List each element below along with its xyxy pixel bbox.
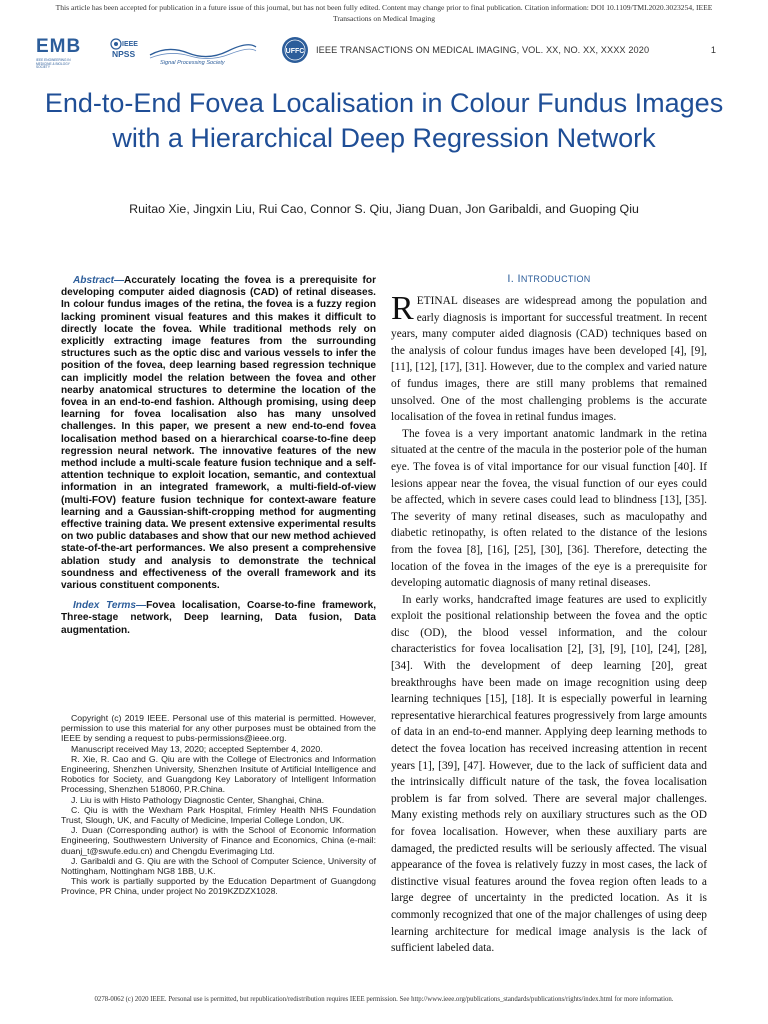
footnote-received: Manuscript received May 13, 2020; accepted September 4, 2020. <box>71 743 323 754</box>
footnote-copyright: Copyright (c) 2019 IEEE. Personal use of this material is permitted. However, permission to use this material for any other purposes must be obtained from the IEEE by sending a request to pubs-permissions@ieee.org. <box>61 713 376 744</box>
footnote-affiliation: J. Liu is with Histo Pathology Diagnostic Center, Shanghai, China. <box>71 794 325 805</box>
section-title-rest: NTRODUCTION <box>520 274 591 284</box>
footnote-affiliation: J. Garibaldi and G. Qiu are with the School of Computer Science, University of Nottingham, Nottingham NG8 1BB, U.K. <box>61 855 376 877</box>
npss-logo-text: NPSS <box>112 49 136 59</box>
paragraph: The fovea is a very important anatomic landmark in the retina situated at the centre of the macula in the posterior pole of the human eye. The fovea is of vital importance for our visual function [40]. If lesions appear near the fovea, the visual function of our eyes could be affected, which in severe cases could lead to blindness [13], [35]. The severity of many retinal diseases, such as maculopathy and diabetic retinopathy, is often related to the distance of the lesions from the fovea [8], [16], [25], [30], [36]. Therefore, detecting the location of the fovea in the images of the eye is a prerequisite for developing automatic diagnosis of many retinal diseases. <box>391 427 707 590</box>
drop-cap: R <box>391 290 414 327</box>
footnote-affiliation: C. Qiu is with the Wexham Park Hospital, Frimley Health NHS Foundation Trust, Slough, UK, and Faculty of Medicine, Imperial College London, UK. <box>61 804 376 826</box>
emb-logo-subtitle: IEEE ENGINEERING IN MEDICINE & BIOLOGY SOCIETY <box>36 58 71 70</box>
paragraph-text: ETINAL diseases are widespread among the population and early diagnosis is important for successful treatment. In recent years, many computer aided diagnosis (CAD) techniques based on the analysis of colour fundus images have been developed [4], [9], [11], [12], [17], [31]. However, due to the complex and varied nature of fundus images, there are still many problems that remained unsolved. One of the most challenging problems is the accurate localisation of the fovea in retinal fundus images. <box>391 295 707 424</box>
uffc-logo <box>280 35 310 65</box>
page-number: 1 <box>710 45 716 55</box>
index-terms: Index Terms—Fovea localisation, Coarse-to-fine framework, Three-stage network, Deep learning, Data fusion, Data augmentation. <box>61 600 376 636</box>
footnotes <box>61 713 376 897</box>
index-terms-label: Index Terms <box>73 600 136 612</box>
copyright-footer: 0278-0062 (c) 2020 IEEE. Personal use is permitted, but republication/redistribution requires IEEE permission. See http://www.ieee.org/publications_standards/publications/rights/index.html for more information. <box>94 996 674 1003</box>
acceptance-notice <box>0 3 768 24</box>
left-column <box>61 275 376 637</box>
abstract-text: Accurately locating the fovea is a prerequisite for developing computer aided diagnosis (CAD) of retinal diseases. In colour fundus images of the retina, the fovea is a fuzzy region lacking prominent visual features and this makes it difficult to directly locate the fovea. While traditional methods rely on explicitly extracting image features from the surrounding structures such as the optic disc and various vessels to infer the position of the fovea, deep learning based regression technique can implicitly model the relation between the fovea and other nearby anatomical structures to determine the location of the fovea in an end-to-end fashion. Although promising, using deep learning for fovea localisation also has many unsolved challenges. In this paper, we present a new end-to-end fovea localisation method based on a hierarchical coarse-to-fine deep regression neural network. The innovative features of the new method include a multi-scale feature fusion technique and a self-attention technique to exploit location, semantic, and contextual information in an integrated framework, a multi-field-of-view (multi-FOV) feature fusion technique for context-aware feature learning and a Gaussian-shift-cropping method for augmenting effective training data. We present extensive experimental results on two public databases and show that our new method achieved state-of-the-art performances. We also present a comprehensive ablation study and analysis to demonstrate the technical soundness and effectiveness of the overall framework and its various constituent components. <box>61 275 376 592</box>
paragraph <box>391 290 707 426</box>
section-heading <box>391 273 707 285</box>
section-title-initial: I <box>517 273 521 285</box>
uffc-logo-text: UFFC <box>285 48 305 55</box>
abstract: Abstract—Accurately locating the fovea is a prerequisite for developing computer aided diagnosis (CAD) of retinal diseases. In colour fundus images of the retina, the fovea is a fuzzy region lacking prominent visual features and this makes it difficult to directly locate the fovea. While traditional methods rely on explicitly extracting image features from the surrounding structures such as the optic disc and various vessels to infer the position of the fovea, deep learning based regression technique can implicitly model the relation between the fovea and other nearby anatomical structures to determine the location of the fovea in an end-to-end fashion. Although promising, using deep learning for fovea localisation also has many unsolved challenges. In this paper, we present a new end-to-end fovea localisation method based on a hierarchical coarse-to-fine deep regression neural network. The innovative features of the new method include a multi-scale feature fusion technique and a self-attention technique to exploit location, semantic, and contextual information in an integrated framework, a multi-field-of-view (multi-FOV) feature fusion technique for context-aware feature learning and a Gaussian-shift-cropping method for augmenting effective training data. We present extensive experimental results on two public databases and show that our new method achieved state-of-the-art performances. We also present a comprehensive ablation study and analysis to demonstrate the technical soundness and effectiveness of the overall framework and its various constituent components. <box>61 275 376 592</box>
paragraph: In early works, handcrafted image features are used to explicitly exploit the positional relationship between the fovea and the optic disc (OD), the blood vessel information, and the colour characteristics for fovea localisation [2], [3], [9], [10], [24], [28], [34]. With the development of deep learning [20], great breakthroughs have been made on image recognition using deep learning techniques [15], [18]. It is especially powerful in learning representative hierarchical features progressively from large amounts of data in an end-to-end manner. Applying deep learning methods to detect the fovea location has received increasing attention in recent years [1], [39], [47]. However, due to the lack of sufficient data and the intrinsically difficult nature of the task, the fovea localisation problem is far from solved. There are several major challenges. Many existing methods rely on auxiliary structures such as the OD for fovea localisation. However, when these auxiliary parts are damaged, the predicted results will be seriously affected. The visual appearance of the fovea is relatively fuzzy in most cases, the lack of distinctive visual features around the fovea region often leads to a large degree of uncertainty in the predicted location. As it is commonly recognized that one of the major challenges of using deep learning architecture for medical image analysis is the lack of sufficient labeled data. <box>391 593 707 955</box>
footnote-affiliation: J. Duan (Corresponding author) is with the School of Economic Information Engineering, Southwestern University of Finance and Economics, China (e-mail: duanj_t@swufe.edu.cn) and Chengdu Everimaging Ltd. <box>61 825 376 856</box>
introduction-body <box>391 290 707 957</box>
footnote-affiliation: R. Xie, R. Cao and G. Qiu are with the College of Electronics and Information Engineering, Shenzhen University, Shenzhen Insitute of Artificial Intelligence and Robotics for Society, and Guangdong Key Laboratory of Intelligent Information Processing, Shenzhen 518060, P.R.China. <box>61 753 376 795</box>
signal-processing-society-logo <box>148 41 258 65</box>
acceptance-notice-line2: Transactions on Medical Imaging <box>332 13 435 23</box>
abstract-label: Abstract <box>73 275 114 286</box>
index-terms-text: Fovea localisation, Coarse-to-fine framework, Three-stage network, Deep learning, Data fusion, Data augmentation. <box>61 600 376 636</box>
footnote-funding: This work is partially supported by the Education Department of Guangdong Province, PR China, under project No 2019KZDZX1028. <box>61 876 376 897</box>
sps-logo-text: Signal Processing Society <box>160 60 225 65</box>
ieee-logo-text: IEEE <box>122 41 138 48</box>
right-column <box>391 273 707 957</box>
emb-logo: EMB <box>36 36 82 57</box>
journal-header <box>36 33 732 69</box>
section-number: I. <box>507 273 515 285</box>
npss-logo <box>110 37 140 65</box>
paper-title: End-to-End Fovea Localisation in Colour Fundus Images with a Hierarchical Deep Regression Network <box>44 88 724 153</box>
author-list: Ruitao Xie, Jingxin Liu, Rui Cao, Connor S. Qiu, Jiang Duan, Jon Garibaldi, and Guoping Qiu <box>129 202 639 216</box>
acceptance-notice-line1: This article has been accepted for publication in a future issue of this journal, but has not been fully edited. Content may change prior to final publication. Citation information: DOI 10.1109/TMI.2020.3023254, IEEE <box>55 3 713 12</box>
journal-title: IEEE TRANSACTIONS ON MEDICAL IMAGING, VOL. XX, NO. XX, XXXX 2020 <box>316 45 650 55</box>
